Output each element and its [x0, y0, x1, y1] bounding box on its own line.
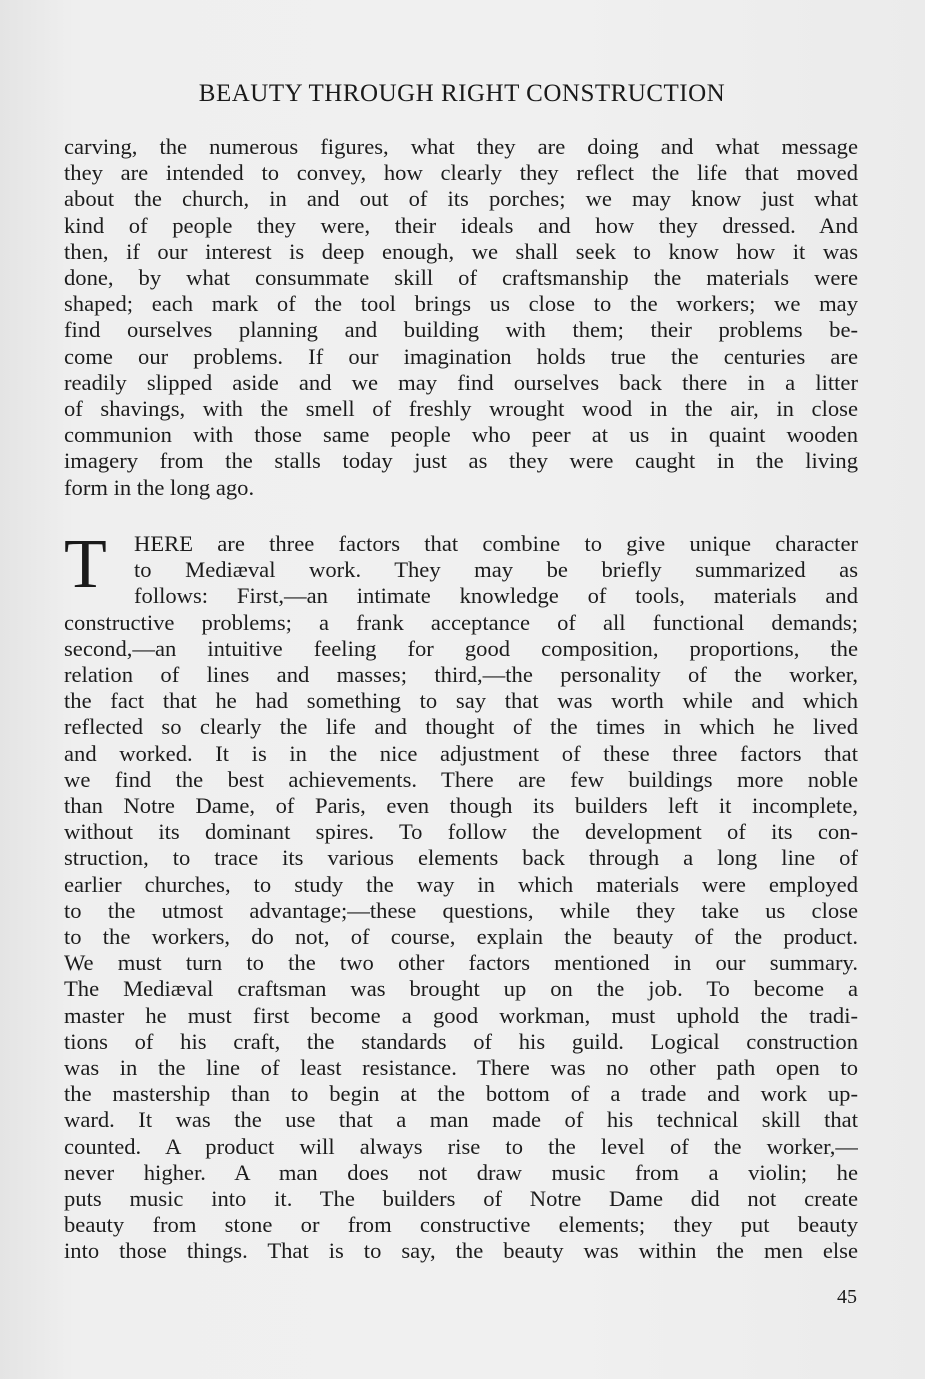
text-line: without its dominant spires. To follow the development of its con- [64, 819, 858, 845]
text-line: about the church, in and out of its porches; we may know just what [64, 186, 858, 212]
drop-cap: T [64, 526, 107, 603]
text-line: master he must first become a good workman, must uphold the tradi- [64, 1002, 858, 1028]
text-line: counted. A product will always rise to the level of the worker,— [64, 1133, 858, 1159]
text-line [134, 531, 858, 557]
text-line: The Mediæval craftsman was brought up on the job. To become a [64, 976, 858, 1002]
text-line: kind of people they were, their ideals and how they dressed. And [64, 212, 858, 238]
text-line: reflected so clearly the life and thought of the times in which he lived [64, 714, 858, 740]
text-line: second,—an intuitive feeling for good composition, proportions, the [64, 635, 858, 661]
text-line: the mastership than to begin at the bottom of a trade and work up- [64, 1081, 858, 1107]
page-number: 45 [837, 1286, 857, 1308]
text-line: find ourselves planning and building with them; their problems be- [64, 317, 858, 343]
text-line: communion with those same people who peer at us in quaint wooden [64, 422, 858, 448]
paragraph-2 [64, 526, 858, 1265]
text-line: and worked. It is in the nice adjustment of these three factors that [64, 740, 858, 766]
text-line: shaped; each mark of the tool brings us close to the workers; we may [64, 291, 858, 317]
text-line: earlier churches, to study the way in which materials were employed [64, 871, 858, 897]
text-line: carving, the numerous figures, what they are doing and what message [64, 134, 858, 159]
text-line: struction, to trace its various elements back through a long line of [64, 845, 858, 871]
text-line: to the utmost advantage;—these questions, while they take us close [64, 897, 858, 923]
text-line: we find the best achievements. There are few buildings more noble [64, 766, 858, 792]
text-line: than Notre Dame, of Paris, even though its builders left it incomplete, [64, 793, 858, 819]
text-line: then, if our interest is deep enough, we shall seek to know how it was [64, 238, 858, 264]
text-line: imagery from the stalls today just as they were caught in the living [64, 448, 858, 474]
text-line: come our problems. If our imagination holds true the centuries are [64, 343, 858, 369]
text-line: never higher. A man does not draw music from a violin; he [64, 1159, 858, 1185]
text-line: We must turn to the two other factors mentioned in our summary. [64, 950, 858, 976]
text-line: to Mediæval work. They may be briefly summarized as [134, 557, 858, 583]
text-line: they are intended to convey, how clearly they reflect the life that moved [64, 160, 858, 186]
text-line: done, by what consummate skill of craftsmanship the materials were [64, 265, 858, 291]
text-line: constructive problems; a frank acceptance of all functional demands; [64, 609, 858, 635]
text-line: of shavings, with the smell of freshly wrought wood in the air, in close [64, 396, 858, 422]
text-line: the fact that he had something to say that was worth while and which [64, 688, 858, 714]
text-fragment: are three factors that combine to give unique character [193, 531, 858, 556]
first-word: HERE [134, 531, 193, 556]
text-line: was in the line of least resistance. There was no other path open to [64, 1055, 858, 1081]
text-line: into those things. That is to say, the beauty was within the men else [64, 1238, 858, 1264]
paragraph-1 [64, 134, 858, 501]
text-line: follows: First,—an intimate knowledge of tools, materials and [134, 583, 858, 609]
text-line: beauty from stone or from constructive elements; they put beauty [64, 1212, 858, 1238]
text-line: tions of his craft, the standards of his guild. Logical construction [64, 1028, 858, 1054]
text-line: readily slipped aside and we may find ourselves back there in a litter [64, 369, 858, 395]
running-head: BEAUTY THROUGH RIGHT CONSTRUCTION [198, 80, 726, 107]
text-line: relation of lines and masses; third,—the personality of the worker, [64, 662, 858, 688]
text-line: puts music into it. The builders of Notre Dame did not create [64, 1186, 858, 1212]
text-line: to the workers, do not, of course, explain the beauty of the product. [64, 924, 858, 950]
text-line: ward. It was the use that a man made of his technical skill that [64, 1107, 858, 1133]
text-line: form in the long ago. [64, 474, 255, 500]
